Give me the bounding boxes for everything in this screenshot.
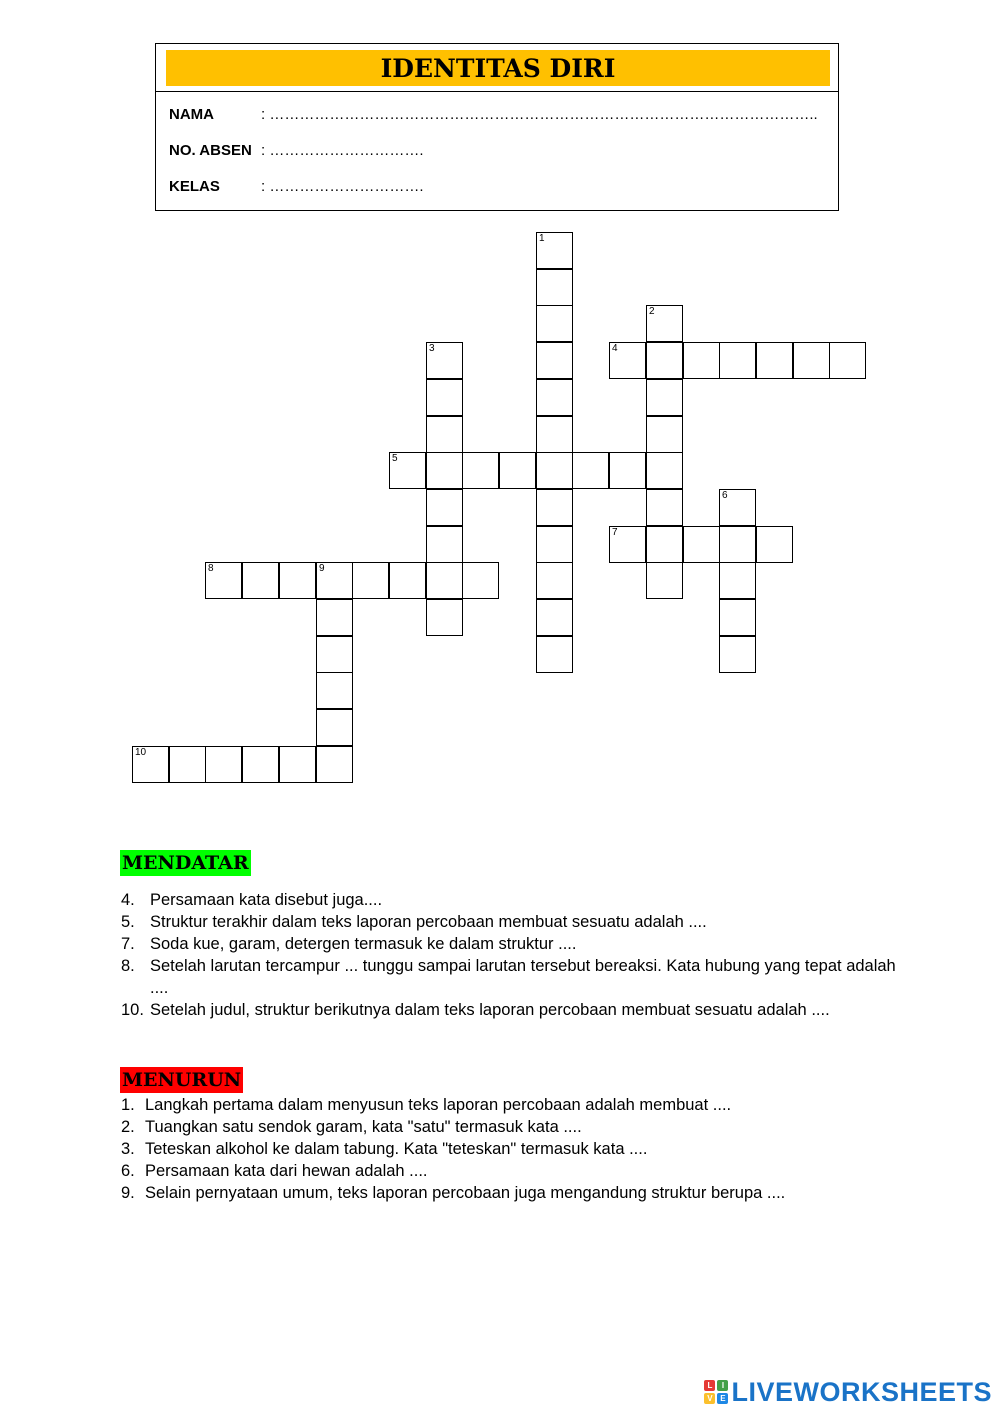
clue-number: 10. (121, 1001, 144, 1019)
mendatar-clue-8 (121, 955, 901, 999)
crossword-cell[interactable] (646, 305, 683, 342)
crossword-cell[interactable] (499, 452, 536, 489)
crossword-cell[interactable] (132, 746, 169, 783)
crossword-cell[interactable] (719, 599, 756, 636)
clue-text: Soda kue, garam, detergen termasuk ke dalam struktur .... (150, 935, 577, 953)
identity-title: IDENTITAS DIRI (166, 50, 830, 86)
crossword-cell[interactable] (719, 526, 756, 563)
crossword-cell[interactable] (426, 342, 463, 379)
clue-number: 2. (121, 1118, 135, 1136)
crossword-clue-number: 5 (392, 453, 398, 464)
crossword-cell[interactable] (646, 452, 683, 489)
crossword-clue-number: 10 (135, 747, 147, 758)
crossword-cell[interactable] (279, 746, 316, 783)
brand-text: LIVEWORKSHEETS (731, 1376, 992, 1407)
clue-text: Selain pernyataan umum, teks laporan percobaan juga mengandung struktur berupa .... (145, 1184, 786, 1202)
crossword-cell[interactable] (279, 562, 316, 599)
crossword-clue-number: 9 (319, 563, 325, 574)
crossword-cell[interactable] (316, 746, 353, 783)
mendatar-clue-10 (121, 999, 901, 1021)
crossword-clue-number: 4 (612, 343, 618, 354)
crossword-cell[interactable] (646, 562, 683, 599)
nama-label: NAMA (169, 106, 214, 123)
crossword-cell[interactable] (316, 672, 353, 709)
menurun-clue-list (121, 1094, 901, 1204)
crossword-cell[interactable] (536, 599, 573, 636)
logo-square-v: V (704, 1393, 715, 1404)
crossword-cell[interactable] (352, 562, 389, 599)
crossword-cell[interactable] (389, 452, 426, 489)
absen-label: NO. ABSEN (169, 142, 252, 159)
menurun-clue-2 (121, 1116, 901, 1138)
absen-value[interactable]: : …………………………. (261, 142, 424, 159)
crossword-cell[interactable] (536, 305, 573, 342)
crossword-cell[interactable] (572, 452, 609, 489)
menurun-clue-3 (121, 1138, 901, 1160)
clue-text: Setelah judul, struktur berikutnya dalam teks laporan percobaan membuat sesuatu adalah .... (150, 1001, 830, 1019)
crossword-cell[interactable] (426, 562, 463, 599)
crossword-cell[interactable] (316, 562, 353, 599)
crossword-cell[interactable] (536, 562, 573, 599)
crossword-cell[interactable] (609, 452, 646, 489)
crossword-cell[interactable] (536, 342, 573, 379)
clue-number: 5. (121, 913, 135, 931)
crossword-cell[interactable] (719, 489, 756, 526)
crossword-cell[interactable] (719, 562, 756, 599)
crossword-cell[interactable] (426, 489, 463, 526)
crossword-cell[interactable] (609, 526, 646, 563)
crossword-clue-number: 2 (649, 306, 655, 317)
crossword-cell[interactable] (205, 562, 242, 599)
crossword-cell[interactable] (536, 636, 573, 673)
crossword-cell[interactable] (169, 746, 206, 783)
clue-number: 8. (121, 957, 135, 975)
crossword-clue-number: 6 (722, 490, 728, 501)
crossword-cell[interactable] (242, 746, 279, 783)
crossword-cell[interactable] (719, 636, 756, 673)
logo-square-i: I (717, 1380, 728, 1391)
crossword-cell[interactable] (316, 599, 353, 636)
kelas-value[interactable]: : …………………………. (261, 178, 424, 195)
crossword-clue-number: 8 (208, 563, 214, 574)
crossword-clue-number: 7 (612, 527, 618, 538)
clue-text: Tuangkan satu sendok garam, kata "satu" termasuk kata .... (145, 1118, 582, 1136)
crossword-cell[interactable] (316, 636, 353, 673)
crossword-cell[interactable] (793, 342, 830, 379)
crossword-cell[interactable] (316, 709, 353, 746)
clue-number: 1. (121, 1096, 135, 1114)
clue-number: 7. (121, 935, 135, 953)
clue-text: Persamaan kata disebut juga.... (150, 891, 383, 909)
mendatar-clue-4 (121, 889, 901, 911)
crossword-cell[interactable] (646, 526, 683, 563)
clue-text: Teteskan alkohol ke dalam tabung. Kata "teteskan" termasuk kata .... (145, 1140, 648, 1158)
crossword-cell[interactable] (646, 489, 683, 526)
nama-value[interactable]: : ……………………………………………………………………………………………….. (261, 106, 818, 123)
crossword-cell[interactable] (426, 416, 463, 453)
crossword-cell[interactable] (536, 489, 573, 526)
kelas-label: KELAS (169, 178, 220, 195)
logo-square-e: E (717, 1393, 728, 1404)
crossword-cell[interactable] (389, 562, 426, 599)
clue-number: 4. (121, 891, 135, 909)
crossword-clue-number: 1 (539, 233, 545, 244)
clue-number: 6. (121, 1162, 135, 1180)
clue-text: Langkah pertama dalam menyusun teks laporan percobaan adalah membuat .... (145, 1096, 732, 1114)
crossword-cell[interactable] (536, 379, 573, 416)
mendatar-clue-list (121, 889, 901, 1021)
menurun-clue-1 (121, 1094, 901, 1116)
crossword-cell[interactable] (756, 526, 793, 563)
crossword-cell[interactable] (646, 342, 683, 379)
crossword-cell[interactable] (536, 232, 573, 269)
crossword-cell[interactable] (683, 342, 720, 379)
crossword-cell[interactable] (462, 562, 499, 599)
crossword-cell[interactable] (829, 342, 866, 379)
crossword-cell[interactable] (719, 342, 756, 379)
crossword-cell[interactable] (462, 452, 499, 489)
crossword-cell[interactable] (646, 416, 683, 453)
clue-number: 9. (121, 1184, 135, 1202)
clue-text: Persamaan kata dari hewan adalah .... (145, 1162, 428, 1180)
crossword-cell[interactable] (683, 526, 720, 563)
crossword-cell[interactable] (536, 452, 573, 489)
crossword-cell[interactable] (205, 746, 242, 783)
liveworksheets-logo (704, 1377, 992, 1407)
clue-text: Struktur terakhir dalam teks laporan percobaan membuat sesuatu adalah .... (150, 913, 707, 931)
crossword-cell[interactable] (242, 562, 279, 599)
crossword-cell[interactable] (536, 526, 573, 563)
crossword-cell[interactable] (756, 342, 793, 379)
logo-square-l: L (704, 1380, 715, 1391)
crossword-cell[interactable] (426, 379, 463, 416)
crossword-cell[interactable] (536, 416, 573, 453)
crossword-cell[interactable] (426, 526, 463, 563)
brand-logo-icon (704, 1380, 728, 1404)
crossword-cell[interactable] (426, 452, 463, 489)
mendatar-title: MENDATAR (122, 852, 249, 874)
mendatar-clue-7 (121, 933, 901, 955)
crossword-cell[interactable] (646, 379, 683, 416)
clue-number: 3. (121, 1140, 135, 1158)
menurun-title: MENURUN (122, 1069, 242, 1091)
crossword-cell[interactable] (426, 599, 463, 636)
mendatar-clue-5 (121, 911, 901, 933)
menurun-clue-9 (121, 1182, 901, 1204)
crossword-cell[interactable] (609, 342, 646, 379)
crossword-cell[interactable] (536, 269, 573, 306)
crossword-clue-number: 3 (429, 343, 435, 354)
clue-text: Setelah larutan tercampur ... tunggu sampai larutan tersebut bereaksi. Kata hubung yang tepat adalah .... (150, 957, 896, 997)
menurun-clue-6 (121, 1160, 901, 1182)
